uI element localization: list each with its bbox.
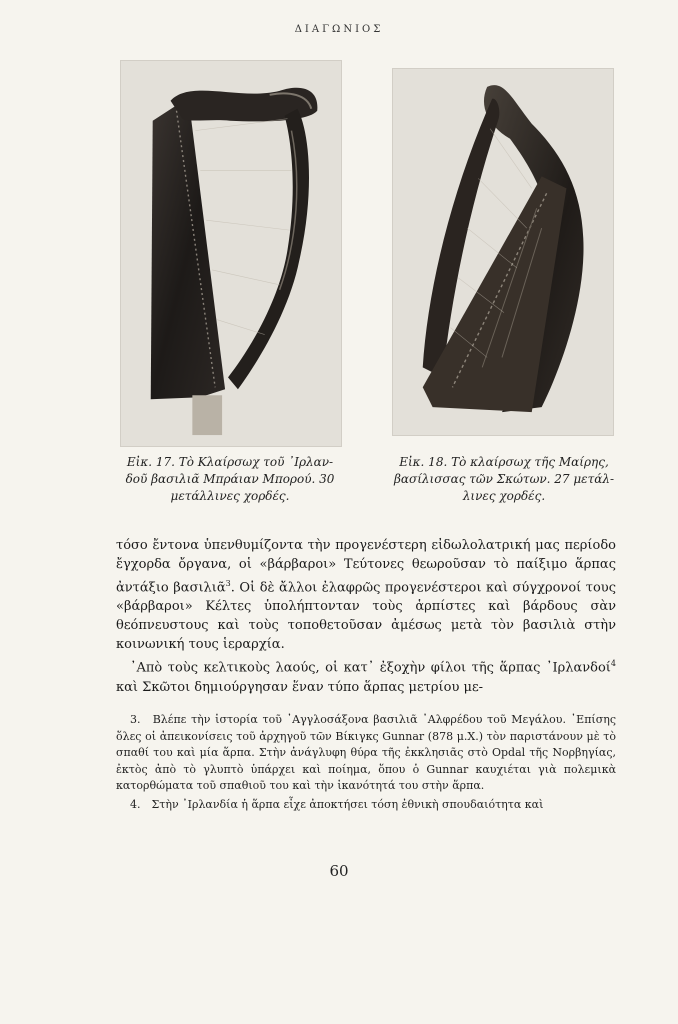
footnote-text: Στὴν ᾿Ιρλανδία ἡ ἅρπα εἶχε ἀποκτήσει τόση ἐθνικὴ σπουδαιότητα καὶ	[151, 797, 544, 811]
harp-photo-queen-mary	[392, 68, 614, 436]
caption-line: Εἰκ. 18. Τὸ κλαίρσωχ τῆς Μαίρης,	[399, 455, 609, 469]
footnote-marker: 4	[610, 659, 616, 669]
text-run: καὶ Σκῶτοι δημιούργησαν ἕναν τύπο ἅρπας μετρίου με-	[116, 679, 484, 695]
footnotes	[116, 712, 616, 815]
running-head: ΔΙΑΓΩΝΙΟΣ	[294, 24, 384, 35]
main-text	[116, 536, 616, 697]
figure-18-caption	[378, 454, 630, 505]
footnote-text: Βλέπε τὴν ἱστορία τοῦ ᾿Αγγλοσάξονα βασιλιᾶ ᾿Αλφρέδου τοῦ Μεγάλου. ᾿Επίσης ὅλες οἱ ἀπεικονίσεις τοῦ ἀρχηγοῦ τῶν Βίκιγκς Gunnar (878 μ.Χ.) τὸν παριστάνουν μὲ τὸ σπαθί του καὶ μία ἅρπα. Στὴν ἀνάγλυφη θύρα τῆς ἐκκλησιᾶς στὸ Opdal τῆς Νορβηγίας, ἐκτὸς ἀπὸ τὸ γλυπτὸ ὑπάρχει καὶ ποίημα, ὅπου ὁ Gunnar καυχιέται γιὰ πολεμικὰ κατορθώματα τοῦ σπαθιοῦ του καὶ τὴν ἱκανότητά του στὴν ἅρπα.	[116, 713, 617, 792]
footnote	[116, 797, 616, 814]
paragraph	[116, 654, 616, 696]
caption-line: δοῦ βασιλιᾶ Μπράιαν Μπορού. 30	[125, 472, 335, 486]
caption-line: Εἰκ. 17. Τὸ Κλαίρσωχ τοῦ ᾿Ιρλαν-	[126, 455, 334, 469]
text-run: . Οἱ δὲ ἄλλοι ἐλαφρῶς προγενέστεροι καὶ σύγχρονοί τους «βάρβαροι» Κέλτες ὑπολήπτονταν τοὺς ἁρπίστες καὶ βάρδους σὰν θεόπνευστους καὶ τοὺς τοποθετοῦσαν ἀμέσως μετὰ τὸν βασιλιὰ στὴν κοινωνική τους ἱεραρχία.	[116, 580, 616, 653]
footnote-marker: 3	[225, 579, 231, 588]
text-run: ᾿Απὸ τοὺς κελτικοὺς λαούς, οἱ κατ᾿ ἐξοχὴν φίλοι τῆς ἅρπας ᾿Ιρλανδοί	[130, 660, 611, 676]
page-number: 60	[329, 862, 349, 880]
paragraph	[116, 536, 616, 654]
caption-line: λινες χορδές.	[462, 489, 546, 503]
caption-line: μετάλλινες χορδές.	[170, 489, 290, 503]
footnote	[116, 712, 616, 795]
caption-line: βασίλισσας τῶν Σκώτων. 27 μετάλ-	[393, 472, 614, 486]
figure-17	[120, 60, 342, 447]
text-run: τόσο ἔντονα ὑπενθυμίζοντα τὴν προγενέστερη εἰδωλολατρική μας περίοδο ἔγχορδα ὄργανα, οἱ «βάρβαροι» Τεύτονες θεωροῦσαν τὸ παίξιμο ἅρπας ἀντάξιο βασιλιᾶ	[116, 538, 616, 596]
footnote-number: 3.	[130, 713, 141, 726]
figure-17-caption	[110, 454, 350, 505]
figure-18	[392, 68, 614, 436]
footnote-number: 4.	[130, 797, 141, 811]
harp-photo-brian-boru	[120, 60, 342, 447]
